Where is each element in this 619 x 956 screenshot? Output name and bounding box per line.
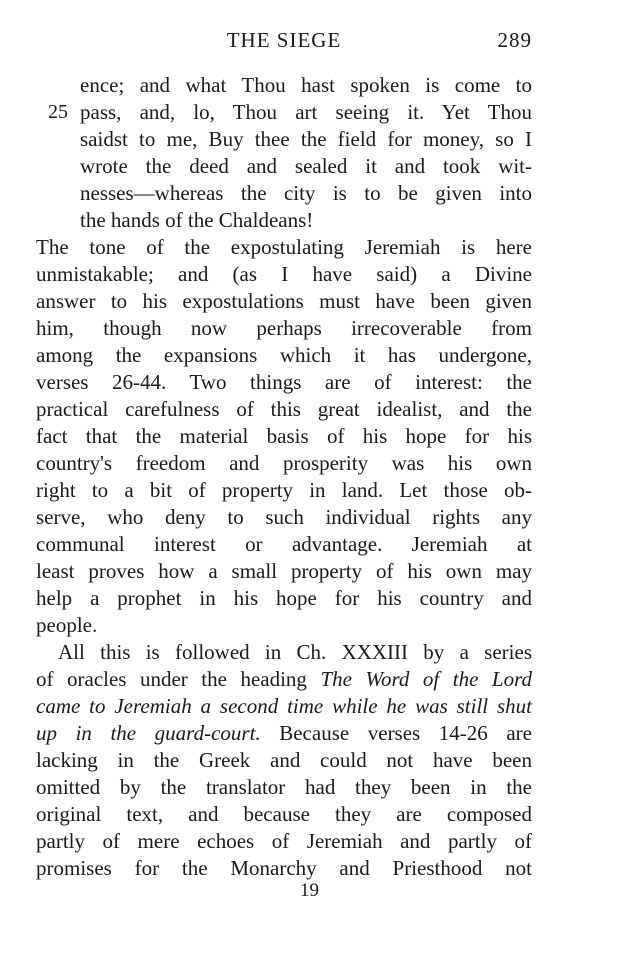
oracle-heading-italic: came to Jeremiah a second time while he was still shut: [36, 694, 532, 718]
paragraph-line: practical carefulness of this great idealist, and the: [36, 397, 532, 421]
paragraph-line: communal interest or advantage. Jeremiah at: [36, 532, 532, 556]
quote-line-text: pass, and, lo, Thou art seeing it. Yet Thou: [80, 100, 532, 124]
paragraph-line-roman: of oracles under the heading: [36, 667, 321, 691]
paragraph-line: right to a bit of property in land. Let those ob-: [36, 478, 532, 502]
scripture-quote: [36, 72, 532, 234]
quote-line: ence; and what Thou hast spoken is come to: [80, 73, 532, 97]
page-number: 289: [497, 28, 532, 52]
paragraph-line: fact that the material basis of his hope for his: [36, 424, 532, 448]
paragraph-line: The tone of the expostulating Jeremiah is here: [36, 235, 532, 259]
paragraph-line: people.: [36, 613, 98, 637]
quote-line: the hands of the Chaldeans!: [80, 208, 314, 232]
paragraph-line: promises for the Monarchy and Priesthood not: [36, 856, 532, 880]
quote-line: wrote the deed and sealed it and took wit-: [80, 154, 532, 178]
running-title: THE SIEGE: [226, 28, 342, 52]
paragraph-1: [36, 234, 532, 639]
paragraph-line: him, though now perhaps irrecoverable from: [36, 316, 532, 340]
paragraph-line: country's freedom and prosperity was his own: [36, 451, 532, 475]
paragraph-line: least proves how a small property of his own may: [36, 559, 532, 583]
running-head: [36, 28, 532, 56]
paragraph-2: [36, 639, 532, 882]
quote-line: [48, 99, 532, 126]
paragraph-line: serve, who deny to such individual rights any: [36, 505, 532, 529]
verse-number: 25: [48, 101, 68, 123]
paragraph-line: All this is followed in Ch. XXXIII by a series: [58, 640, 532, 664]
signature-mark: 19: [300, 880, 319, 901]
paragraph-line: omitted by the translator had they been in the: [36, 775, 532, 799]
paragraph-line: [36, 666, 532, 693]
quote-line: nesses—whereas the city is to be given into: [80, 181, 532, 205]
paragraph-line: [36, 720, 532, 747]
oracle-heading-italic: up in the guard-court.: [36, 721, 261, 745]
paragraph-line: verses 26-44. Two things are of interest: the: [36, 370, 532, 394]
quote-line: saidst to me, Buy thee the field for money, so I: [80, 127, 532, 151]
paragraph-line: lacking in the Greek and could not have been: [36, 748, 532, 772]
paragraph-line: help a prophet in his hope for his country and: [36, 586, 532, 610]
paragraph-line: original text, and because they are composed: [36, 802, 532, 826]
oracle-heading-italic: The Word of the Lord: [320, 667, 532, 691]
paragraph-line: partly of mere echoes of Jeremiah and partly of: [36, 829, 532, 853]
body-text: [36, 72, 532, 882]
paragraph-line: answer to his expostulations must have been given: [36, 289, 532, 313]
paragraph-line: unmistakable; and (as I have said) a Divine: [36, 262, 532, 286]
paragraph-line: among the expansions which it has undergone,: [36, 343, 532, 367]
paragraph-line-roman: Because verses 14-26 are: [260, 721, 532, 745]
